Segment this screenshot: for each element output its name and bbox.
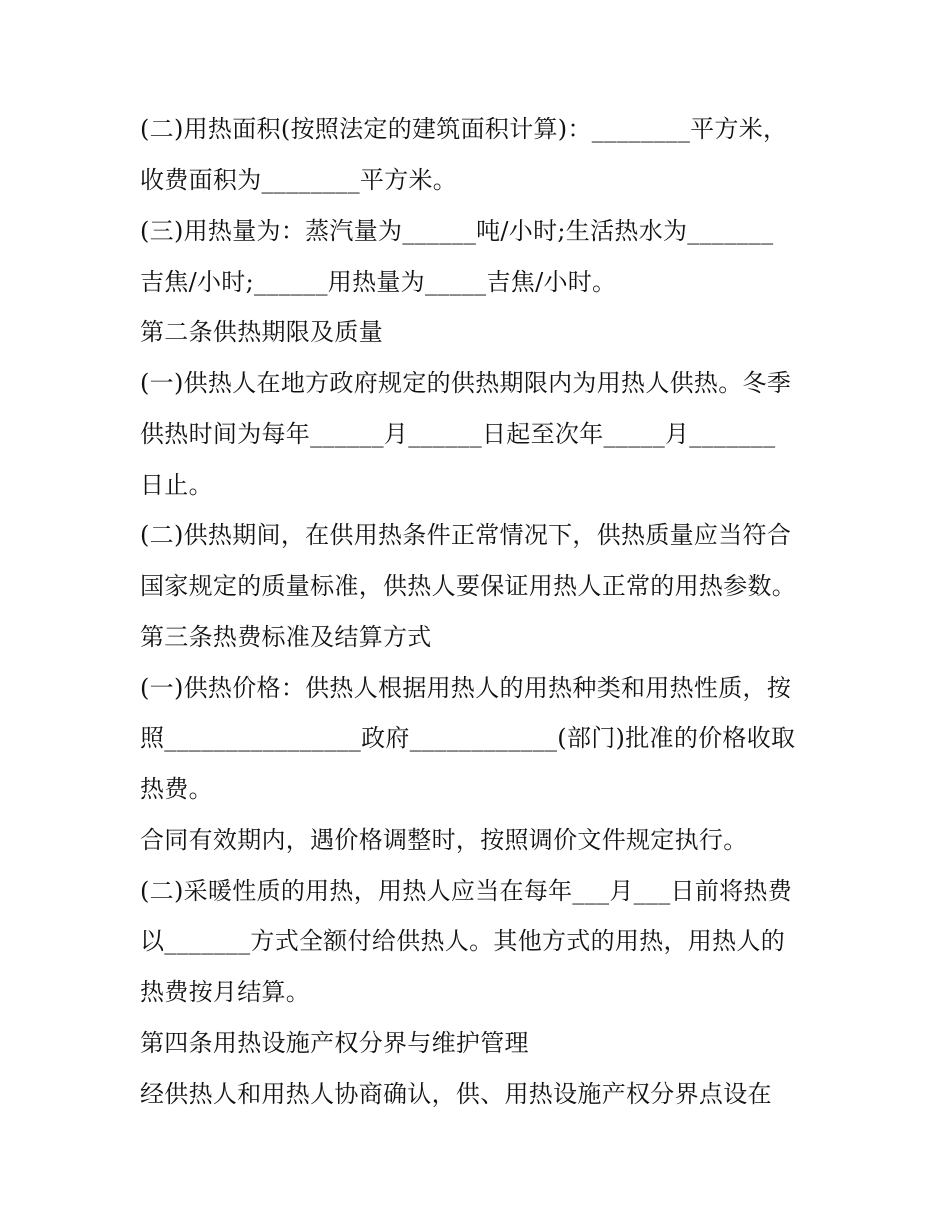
text-line: 合同有效期内，遇价格调整时，按照调价文件规定执行。 xyxy=(140,826,748,854)
text-line: (一)供热价格：供热人根据用热人的用热种类和用热性质，按 xyxy=(140,674,792,702)
text-line: (二)用热面积(按照法定的建筑面积计算)：________平方米， xyxy=(140,115,788,143)
text-line: 热费。 xyxy=(140,775,213,803)
text-line: (二)采暖性质的用热，用热人应当在每年___月___日前将热费 xyxy=(140,877,793,905)
text-line: 经供热人和用热人协商确认，供、用热设施产权分界点设在 xyxy=(140,1080,772,1108)
text-line: 照________________政府____________(部门)批准的价格收取 xyxy=(140,724,796,752)
text-line: (一)供热人在地方政府规定的供热期限内为用热人供热。冬季 xyxy=(140,369,792,397)
section-heading: 第四条用热设施产权分界与维护管理 xyxy=(140,1029,529,1057)
section-heading: 第三条热费标准及结算方式 xyxy=(140,623,432,651)
text-line: 供热时间为每年______月______日起至次年_____月_______ xyxy=(140,420,776,448)
text-line: (二)供热期间，在供用热条件正常情况下，供热质量应当符合 xyxy=(140,521,792,549)
text-line: 热费按月结算。 xyxy=(140,978,311,1006)
text-line: 国家规定的质量标准，供热人要保证用热人正常的用热参数。 xyxy=(140,572,797,600)
section-heading: 第二条供热期限及质量 xyxy=(140,318,383,346)
text-line: 吉焦/小时;______用热量为_____吉焦/小时。 xyxy=(140,268,617,296)
text-line: 收费面积为________平方米。 xyxy=(140,166,458,194)
text-line: 以_______方式全额付给供热人。其他方式的用热，用热人的 xyxy=(140,927,785,955)
text-line: 日止。 xyxy=(140,471,213,499)
text-line: (三)用热量为：蒸汽量为______吨/小时;生活热水为_______ xyxy=(140,217,774,245)
